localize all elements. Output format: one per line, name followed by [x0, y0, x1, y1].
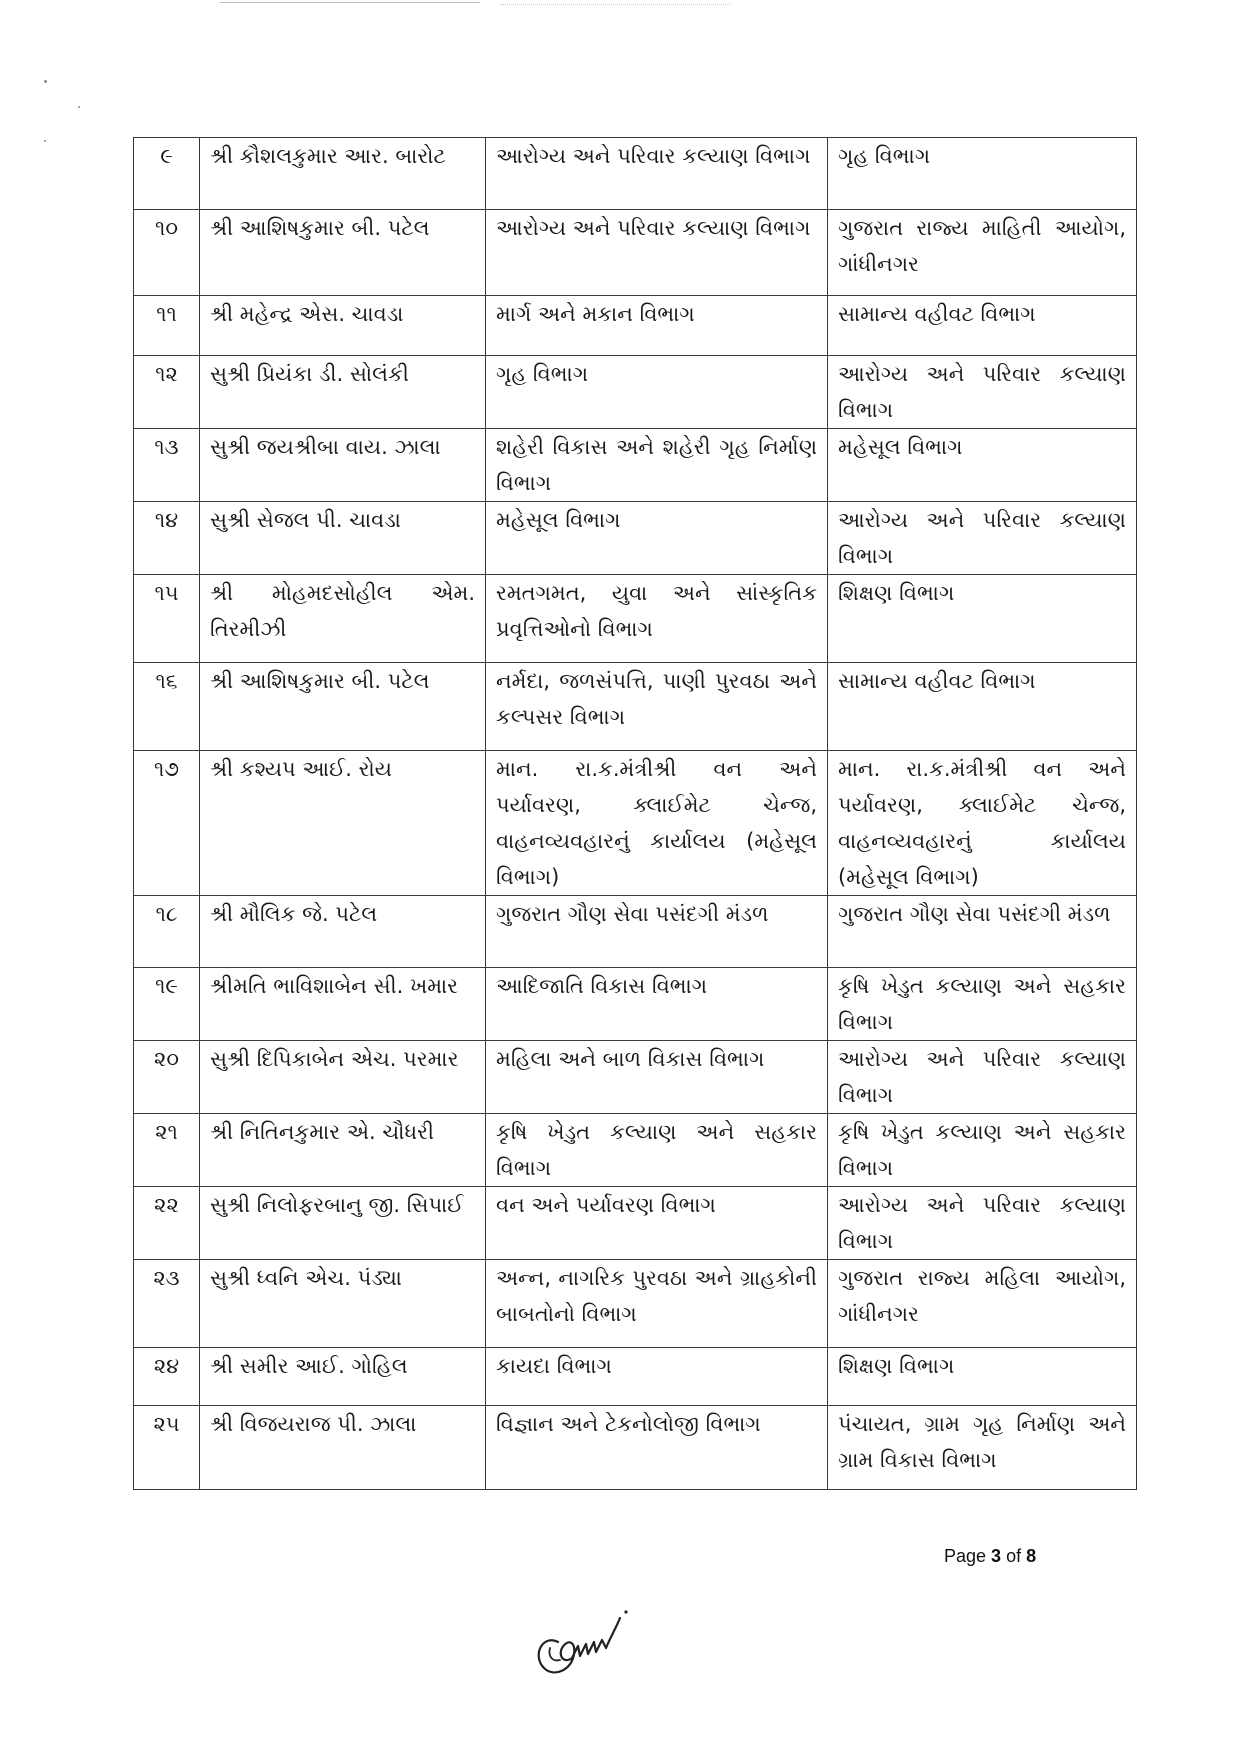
from-department-cell: કાયદા વિભાગ: [486, 1348, 828, 1406]
name-cell: શ્રીમતિ ભાવિશાબેન સી. ખમાર: [200, 968, 486, 1041]
scan-top-rule: [220, 2, 480, 3]
to-department-cell: આરોગ્ય અને પરિવાર કલ્યાણ વિભાગ: [828, 1187, 1137, 1260]
serial-cell: ૧૮: [134, 896, 200, 968]
to-department-cell: ગુજરાત ગૌણ સેવા પસંદગી મંડળ: [828, 896, 1137, 968]
table-row: [134, 663, 1137, 751]
to-department-cell: કૃષિ ખેડુત કલ્યાણ અને સહકાર વિભાગ: [828, 1114, 1137, 1187]
page-number-current: 3: [991, 1546, 1002, 1566]
serial-cell: ૧૬: [134, 663, 200, 751]
name-cell: સુશ્રી જયશ્રીબા વાય. ઝાલા: [200, 429, 486, 502]
transfer-table: [133, 137, 1137, 1490]
to-department-cell: આરોગ્ય અને પરિવાર કલ્યાણ વિભાગ: [828, 356, 1137, 429]
from-department-cell: વિજ્ઞાન અને ટેકનોલોજી વિભાગ: [486, 1406, 828, 1490]
table-row: [134, 296, 1137, 356]
to-department-cell: માન. રા.ક.મંત્રીશ્રી વન અને પર્યાવરણ, ક્લાઈમેટ ચેન્જ, વાહનવ્યવહારનું કાર્યાલય (મહેસૂલ વિભાગ): [828, 751, 1137, 896]
to-department-cell: શિક્ષણ વિભાગ: [828, 1348, 1137, 1406]
to-department-cell: આરોગ્ય અને પરિવાર કલ્યાણ વિભાગ: [828, 1041, 1137, 1114]
from-department-cell: કૃષિ ખેડુત કલ્યાણ અને સહકાર વિભાગ: [486, 1114, 828, 1187]
page-number-prefix: Page: [944, 1546, 992, 1566]
table-row: [134, 896, 1137, 968]
from-department-cell: માર્ગ અને મકાન વિભાગ: [486, 296, 828, 356]
handwritten-signature-icon: [528, 1598, 638, 1678]
table-row: [134, 1041, 1137, 1114]
serial-cell: ૨૧: [134, 1114, 200, 1187]
scan-speck: [78, 106, 80, 108]
serial-cell: ૨૦: [134, 1041, 200, 1114]
to-department-cell: મહેસૂલ વિભાગ: [828, 429, 1137, 502]
name-cell: સુશ્રી ધ્વનિ એચ. પંડ્યા: [200, 1260, 486, 1348]
name-cell: શ્રી કૌશલકુમાર આર. બારોટ: [200, 138, 486, 210]
to-department-cell: સામાન્ય વહીવટ વિભાગ: [828, 663, 1137, 751]
from-department-cell: મહેસૂલ વિભાગ: [486, 502, 828, 575]
from-department-cell: અન્ન, નાગરિક પુરવઠા અને ગ્રાહકોની બાબતોનો વિભાગ: [486, 1260, 828, 1348]
from-department-cell: શહેરી વિકાસ અને શહેરી ગૃહ નિર્માણ વિભાગ: [486, 429, 828, 502]
table-row: [134, 356, 1137, 429]
to-department-cell: પંચાયત, ગ્રામ ગૃહ નિર્માણ અને ગ્રામ વિકાસ વિભાગ: [828, 1406, 1137, 1490]
name-cell: શ્રી આશિષકુમાર બી. પટેલ: [200, 210, 486, 296]
serial-cell: ૨૩: [134, 1260, 200, 1348]
table-row: [134, 1114, 1137, 1187]
table-body: [134, 138, 1137, 1490]
serial-cell: ૧૯: [134, 968, 200, 1041]
serial-cell: ૧૩: [134, 429, 200, 502]
from-department-cell: રમતગમત, યુવા અને સાંસ્કૃતિક પ્રવૃત્તિઓનો વિભાગ: [486, 575, 828, 663]
to-department-cell: સામાન્ય વહીવટ વિભાગ: [828, 296, 1137, 356]
from-department-cell: આરોગ્ય અને પરિવાર કલ્યાણ વિભાગ: [486, 210, 828, 296]
name-cell: શ્રી મોહમદસોહીલ એમ. તિરમીઝી: [200, 575, 486, 663]
table-row: [134, 1187, 1137, 1260]
table-row: [134, 751, 1137, 896]
serial-cell: ૯: [134, 138, 200, 210]
from-department-cell: ગુજરાત ગૌણ સેવા પસંદગી મંડળ: [486, 896, 828, 968]
name-cell: શ્રી વિજયરાજ પી. ઝાલા: [200, 1406, 486, 1490]
name-cell: શ્રી નિતિનકુમાર એ. ચૌધરી: [200, 1114, 486, 1187]
table-row: [134, 429, 1137, 502]
to-department-cell: આરોગ્ય અને પરિવાર કલ્યાણ વિભાગ: [828, 502, 1137, 575]
serial-cell: ૧૪: [134, 502, 200, 575]
from-department-cell: માન. રા.ક.મંત્રીશ્રી વન અને પર્યાવરણ, ક્લાઈમેટ ચેન્જ, વાહનવ્યવહારનું કાર્યાલય (મહેસૂલ વિભાગ): [486, 751, 828, 896]
table-row: [134, 210, 1137, 296]
serial-cell: ૧૨: [134, 356, 200, 429]
from-department-cell: આરોગ્ય અને પરિવાર કલ્યાણ વિભાગ: [486, 138, 828, 210]
serial-cell: ૧૭: [134, 751, 200, 896]
serial-cell: ૨૪: [134, 1348, 200, 1406]
name-cell: શ્રી કશ્યપ આઈ. રોય: [200, 751, 486, 896]
from-department-cell: વન અને પર્યાવરણ વિભાગ: [486, 1187, 828, 1260]
from-department-cell: ગૃહ વિભાગ: [486, 356, 828, 429]
page-number: [944, 1546, 1036, 1567]
page-number-middle: of: [1001, 1546, 1027, 1566]
table-row: [134, 1406, 1137, 1490]
name-cell: શ્રી મૌલિક જે. પટેલ: [200, 896, 486, 968]
to-department-cell: ગુજરાત રાજ્ય મહિલા આયોગ, ગાંધીનગર: [828, 1260, 1137, 1348]
table-row: [134, 502, 1137, 575]
scan-speck: [44, 80, 47, 83]
table-row: [134, 1348, 1137, 1406]
to-department-cell: કૃષિ ખેડુત કલ્યાણ અને સહકાર વિભાગ: [828, 968, 1137, 1041]
serial-cell: ૧૦: [134, 210, 200, 296]
scan-speck: [44, 140, 46, 142]
serial-cell: ૨૨: [134, 1187, 200, 1260]
scan-top-dots: [500, 4, 730, 6]
name-cell: સુશ્રી પ્રિયંકા ડી. સોલંકી: [200, 356, 486, 429]
serial-cell: ૧૫: [134, 575, 200, 663]
table-row: [134, 138, 1137, 210]
table-row: [134, 968, 1137, 1041]
page-number-total: 8: [1026, 1546, 1037, 1566]
from-department-cell: આદિજાતિ વિકાસ વિભાગ: [486, 968, 828, 1041]
to-department-cell: ગુજરાત રાજ્ય માહિતી આયોગ, ગાંધીનગર: [828, 210, 1137, 296]
name-cell: શ્રી આશિષકુમાર બી. પટેલ: [200, 663, 486, 751]
from-department-cell: નર્મદા, જળસંપત્તિ, પાણી પુરવઠા અને કલ્પસર વિભાગ: [486, 663, 828, 751]
serial-cell: ૧૧: [134, 296, 200, 356]
from-department-cell: મહિલા અને બાળ વિકાસ વિભાગ: [486, 1041, 828, 1114]
name-cell: સુશ્રી સેજલ પી. ચાવડા: [200, 502, 486, 575]
table-row: [134, 575, 1137, 663]
name-cell: શ્રી સમીર આઈ. ગોહિલ: [200, 1348, 486, 1406]
name-cell: શ્રી મહેન્દ્ર એસ. ચાવડા: [200, 296, 486, 356]
name-cell: સુશ્રી નિલોફરબાનુ જી. સિપાઈ: [200, 1187, 486, 1260]
to-department-cell: શિક્ષણ વિભાગ: [828, 575, 1137, 663]
serial-cell: ૨૫: [134, 1406, 200, 1490]
name-cell: સુશ્રી દિપિકાબેન એચ. પરમાર: [200, 1041, 486, 1114]
table-row: [134, 1260, 1137, 1348]
to-department-cell: ગૃહ વિભાગ: [828, 138, 1137, 210]
